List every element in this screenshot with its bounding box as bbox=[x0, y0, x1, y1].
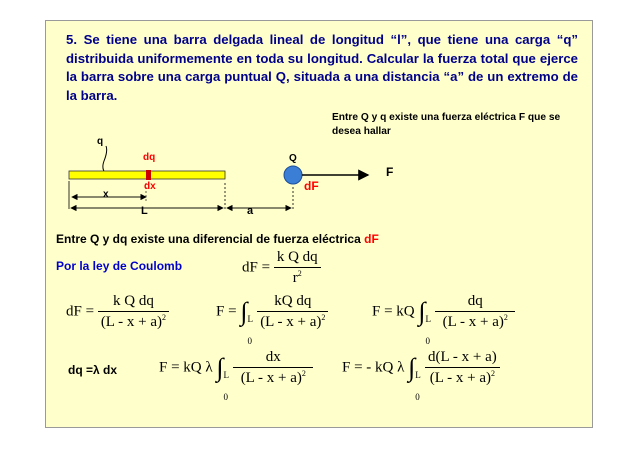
bar-diagram bbox=[46, 21, 594, 221]
equation-df: dF = $\frac{\text{k Q dq}}{(L - x + a)^2}$ bbox=[66, 293, 169, 331]
q-pointer bbox=[103, 146, 107, 174]
equation-f-lambda: F = kQ λ ∫ L 0 $\frac{dx}{(L - x + a)^2}$ bbox=[159, 349, 313, 387]
label-df: dF bbox=[304, 179, 319, 193]
force-note: Entre Q y q existe una fuerza eléctrica F que se desea hallar bbox=[332, 112, 561, 137]
equation-f-substitution: F = - kQ λ ∫ L 0 $\frac{d(L - x + a)}{(L - x + a)^2}$ bbox=[342, 349, 500, 387]
dq-relation: dq =λ dx bbox=[68, 363, 118, 377]
label-l: L bbox=[141, 205, 148, 217]
equation-f-integral: F = ∫ L 0 $\frac{\text{kQ dq}}{(L - x + a)^2}$ bbox=[216, 293, 328, 331]
label-x: x bbox=[103, 189, 109, 200]
dq-element bbox=[146, 170, 151, 180]
label-force-f: F bbox=[386, 165, 394, 179]
label-dq: dq bbox=[143, 152, 156, 163]
label-dx: dx bbox=[144, 181, 156, 192]
charge-q-circle bbox=[284, 166, 302, 184]
label-q: q bbox=[97, 136, 104, 147]
coulomb-label: Por la ley de Coulomb bbox=[56, 259, 183, 273]
df-highlight: dF bbox=[364, 232, 379, 246]
df-statement bbox=[56, 232, 379, 246]
coulomb-equation: dF = $\frac{\text{k Q dq}}{r^2}$ bbox=[242, 249, 321, 287]
slide bbox=[45, 20, 593, 428]
equation-f-kq: F = kQ ∫ L 0 $\frac{dq}{(L - x + a)^2}$ bbox=[372, 293, 515, 331]
df-statement-text: Entre Q y dq existe una diferencial de fuerza eléctrica bbox=[56, 232, 365, 246]
problem-statement: 5. Se tiene una barra delgada lineal de longitud “l”, que tiene una carga “q” distribuida uniformemente en toda su longitud. Calcular la fuerza total que ejerce la barra sobre una carga puntual Q, situada a una distancia “a” de un extremo de la barra. bbox=[66, 32, 578, 103]
label-a: a bbox=[247, 205, 254, 217]
label-charge-q: Q bbox=[289, 153, 297, 164]
